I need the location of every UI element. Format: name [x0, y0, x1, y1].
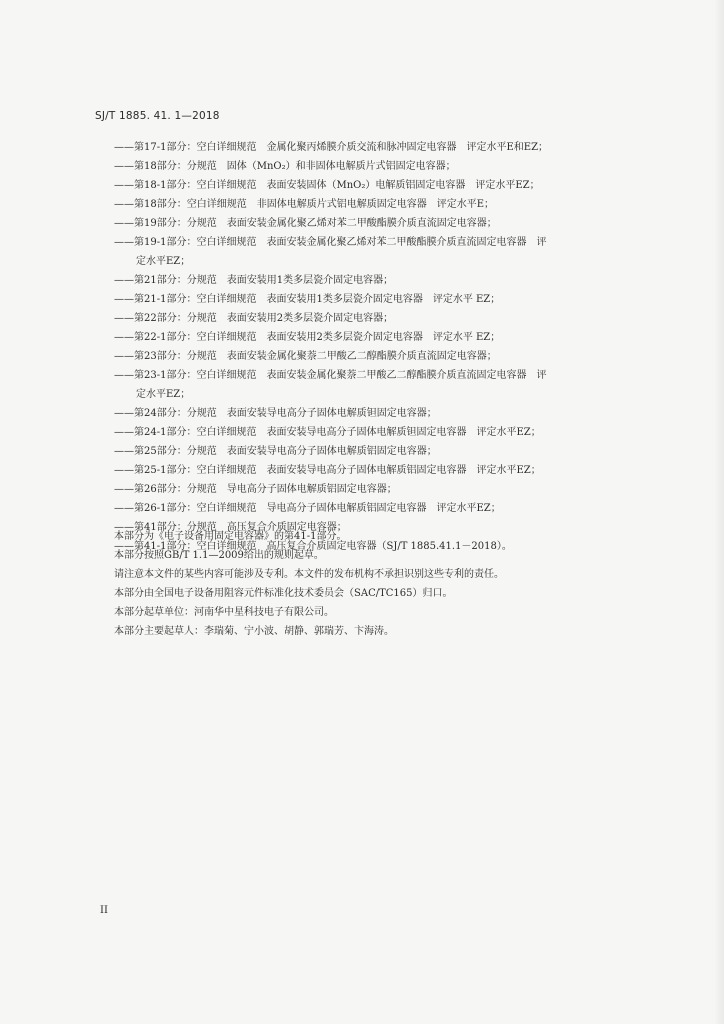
list-item: ——第23部分：分规范 表面安装金属化聚萘二甲酸乙二醇酯膜介质直流固定电容器；	[114, 351, 497, 362]
list-item: ——第18部分：分规范 固体（MnO₂）和非固体电解质片式铝固定电容器；	[114, 161, 456, 172]
paragraph: 本部分按照GB/T 1.1—2009给出的规则起草。	[114, 550, 324, 561]
list-item: ——第26部分：分规范 导电高分子固体电解质铝固定电容器；	[114, 484, 397, 495]
list-item: ——第23-1部分：空白详细规范 表面安装金属化聚萘二甲酸乙二醇酯膜介质直流固定电容器 评 定水平EZ；	[114, 370, 547, 400]
paragraph: 本部分为《电子设备用固定电容器》的第41-1部分。	[114, 531, 347, 542]
list-item: ——第21部分：分规范 表面安装用1类多层瓷介固定电容器；	[114, 275, 394, 286]
list-item: ——第41-1部分：空白详细规范 高压复合介质固定电容器（SJ/T 1885.41.1－2018）。	[114, 541, 512, 552]
paragraph: 请注意本文件的某些内容可能涉及专利。本文件的发布机构不承担识别这些专利的责任。	[114, 569, 504, 580]
foreword-paragraphs	[114, 527, 634, 641]
list-item: ——第41部分：分规范 高压复合介质固定电容器；	[114, 522, 347, 533]
list-item: ——第17-1部分：空白详细规范 金属化聚丙烯膜介质交流和脉冲固定电容器 评定水平E和EZ；	[114, 142, 549, 153]
standard-header: SJ/T 1885. 41. 1—2018	[95, 110, 220, 122]
list-item: ——第19-1部分：空白详细规范 表面安装金属化聚乙烯对苯二甲酸酯膜介质直流固定电容器 评 定水平EZ；	[114, 237, 547, 267]
parts-list	[114, 138, 634, 556]
list-item: ——第21-1部分：空白详细规范 表面安装用1类多层瓷介固定电容器 评定水平 EZ；	[114, 294, 501, 305]
list-item: ——第24部分：分规范 表面安装导电高分子固体电解质钽固定电容器；	[114, 408, 437, 419]
page-number: II	[100, 905, 108, 916]
list-item: ——第19部分：分规范 表面安装金属化聚乙烯对苯二甲酸酯膜介质直流固定电容器；	[114, 218, 497, 229]
paragraph: 本部分由全国电子设备用阻容元件标准化技术委员会（SAC/TC165）归口。	[114, 588, 453, 599]
page-edge-shadow	[714, 0, 724, 1024]
list-item: ——第25部分：分规范 表面安装导电高分子固体电解质铝固定电容器；	[114, 446, 437, 457]
list-item: ——第24-1部分：空白详细规范 表面安装导电高分子固体电解质钽固定电容器 评定水平EZ；	[114, 427, 541, 438]
list-item: ——第18-1部分：空白详细规范 表面安装固体（MnO₂）电解质铝固定电容器 评定水平EZ；	[114, 180, 540, 191]
paragraph: 本部分起草单位：河南华中星科技电子有限公司。	[114, 607, 334, 618]
list-item: ——第22-1部分：空白详细规范 表面安装用2类多层瓷介固定电容器 评定水平 EZ；	[114, 332, 501, 343]
list-item: ——第25-1部分：空白详细规范 表面安装导电高分子固体电解质铝固定电容器 评定水平EZ；	[114, 465, 541, 476]
list-item: ——第22部分：分规范 表面安装用2类多层瓷介固定电容器；	[114, 313, 394, 324]
list-item: ——第26-1部分：空白详细规范 导电高分子固体电解质铝固定电容器 评定水平EZ；	[114, 503, 501, 514]
list-item: ——第18部分：空白详细规范 非固体电解质片式铝电解质固定电容器 评定水平E；	[114, 199, 495, 210]
paragraph: 本部分主要起草人：李瑞菊、宁小波、胡静、郭瑞芳、卞海涛。	[114, 626, 394, 637]
